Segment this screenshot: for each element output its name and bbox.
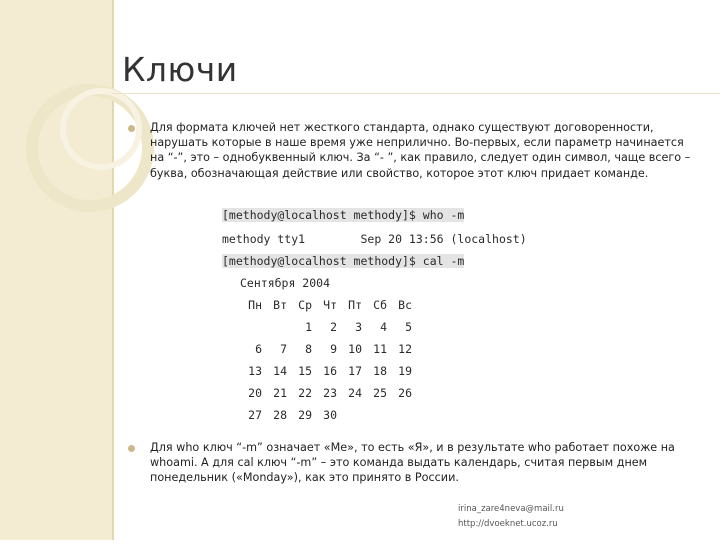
footer-email: irina_zare4neva@mail.ru bbox=[458, 504, 564, 514]
bullet-1 bbox=[128, 125, 135, 132]
footer-site: http://dvoeknet.ucoz.ru bbox=[458, 519, 558, 529]
calendar-day: 17 bbox=[348, 364, 362, 378]
calendar-day: 4 bbox=[380, 320, 387, 334]
calendar-day: 22 bbox=[298, 386, 312, 400]
calendar-day: 6 bbox=[255, 342, 262, 356]
weekday: Пн bbox=[248, 298, 262, 312]
left-decor-band bbox=[0, 0, 112, 540]
weekday: Вс bbox=[398, 298, 412, 312]
calendar-day: 15 bbox=[298, 364, 312, 378]
calendar-day: 9 bbox=[330, 342, 337, 356]
slide-title: Ключи bbox=[122, 50, 238, 89]
footer-contacts bbox=[458, 502, 564, 532]
calendar-day: 12 bbox=[398, 342, 412, 356]
weekday: Ср bbox=[298, 298, 312, 312]
calendar-day: 23 bbox=[323, 386, 337, 400]
calendar-week bbox=[240, 319, 412, 335]
calendar-day: 25 bbox=[373, 386, 387, 400]
calendar-week bbox=[240, 385, 412, 401]
calendar-day: 3 bbox=[355, 320, 362, 334]
calendar-day: 21 bbox=[273, 386, 287, 400]
calendar-day: 19 bbox=[398, 364, 412, 378]
weekday: Вт bbox=[273, 298, 287, 312]
bullet-2 bbox=[128, 445, 135, 452]
weekday: Пт bbox=[348, 298, 362, 312]
calendar-weekdays bbox=[240, 297, 412, 313]
calendar-day: 1 bbox=[305, 320, 312, 334]
calendar-day: 26 bbox=[398, 386, 412, 400]
calendar-day: 18 bbox=[373, 364, 387, 378]
calendar-week bbox=[240, 407, 337, 423]
paragraph-keys-format: Для формата ключей нет жесткого стандарта, однако существуют договоренности, нарушать которые в наше время уже неприлично. Во-первых, если параметр начинается на “-”, это – однобуквенный ключ. За “- ”, как правило, следует один символ, чаще всего – буква, обозначающая действие или свойство, которое этот ключ придает команде. bbox=[150, 121, 691, 180]
calendar-week bbox=[240, 363, 412, 379]
calendar-day: 5 bbox=[405, 320, 412, 334]
title-underline bbox=[112, 93, 720, 94]
calendar-week bbox=[240, 341, 412, 357]
weekday: Чт bbox=[323, 298, 337, 312]
calendar-title: Сентября 2004 bbox=[240, 276, 331, 290]
terminal-line-1 bbox=[222, 207, 464, 223]
calendar-day: 7 bbox=[280, 342, 287, 356]
calendar-day: 16 bbox=[323, 364, 337, 378]
calendar-day: 28 bbox=[273, 408, 287, 422]
calendar-day: 10 bbox=[348, 342, 362, 356]
terminal-screenshot bbox=[222, 207, 582, 422]
calendar-day: 30 bbox=[323, 408, 337, 422]
calendar-day: 24 bbox=[348, 386, 362, 400]
paragraph-m-key: Для who ключ “-m” означает «Me», то есть «Я», и в результате who работает похоже на whoami. А для cal ключ “-m” – это команда выдать календарь, считая первым днем понедельник («Monday»), как это принято в России. bbox=[150, 441, 675, 485]
calendar-day: 27 bbox=[248, 408, 262, 422]
calendar-day: 2 bbox=[330, 320, 337, 334]
prompt-who: [methody@localhost methody]$ who -m bbox=[222, 208, 465, 222]
calendar-day: 29 bbox=[298, 408, 312, 422]
terminal-line-2: methody tty1 Sep 20 13:56 (localhost) bbox=[222, 232, 527, 246]
terminal-line-3 bbox=[222, 253, 464, 269]
calendar-day: 11 bbox=[373, 342, 387, 356]
left-decor-border bbox=[112, 0, 114, 540]
calendar-day: 13 bbox=[248, 364, 262, 378]
prompt-cal: [methody@localhost methody]$ cal -m bbox=[222, 254, 465, 268]
calendar-day: 14 bbox=[273, 364, 287, 378]
weekday: Сб bbox=[373, 298, 387, 312]
calendar-day: 20 bbox=[248, 386, 262, 400]
calendar-day: 8 bbox=[305, 342, 312, 356]
